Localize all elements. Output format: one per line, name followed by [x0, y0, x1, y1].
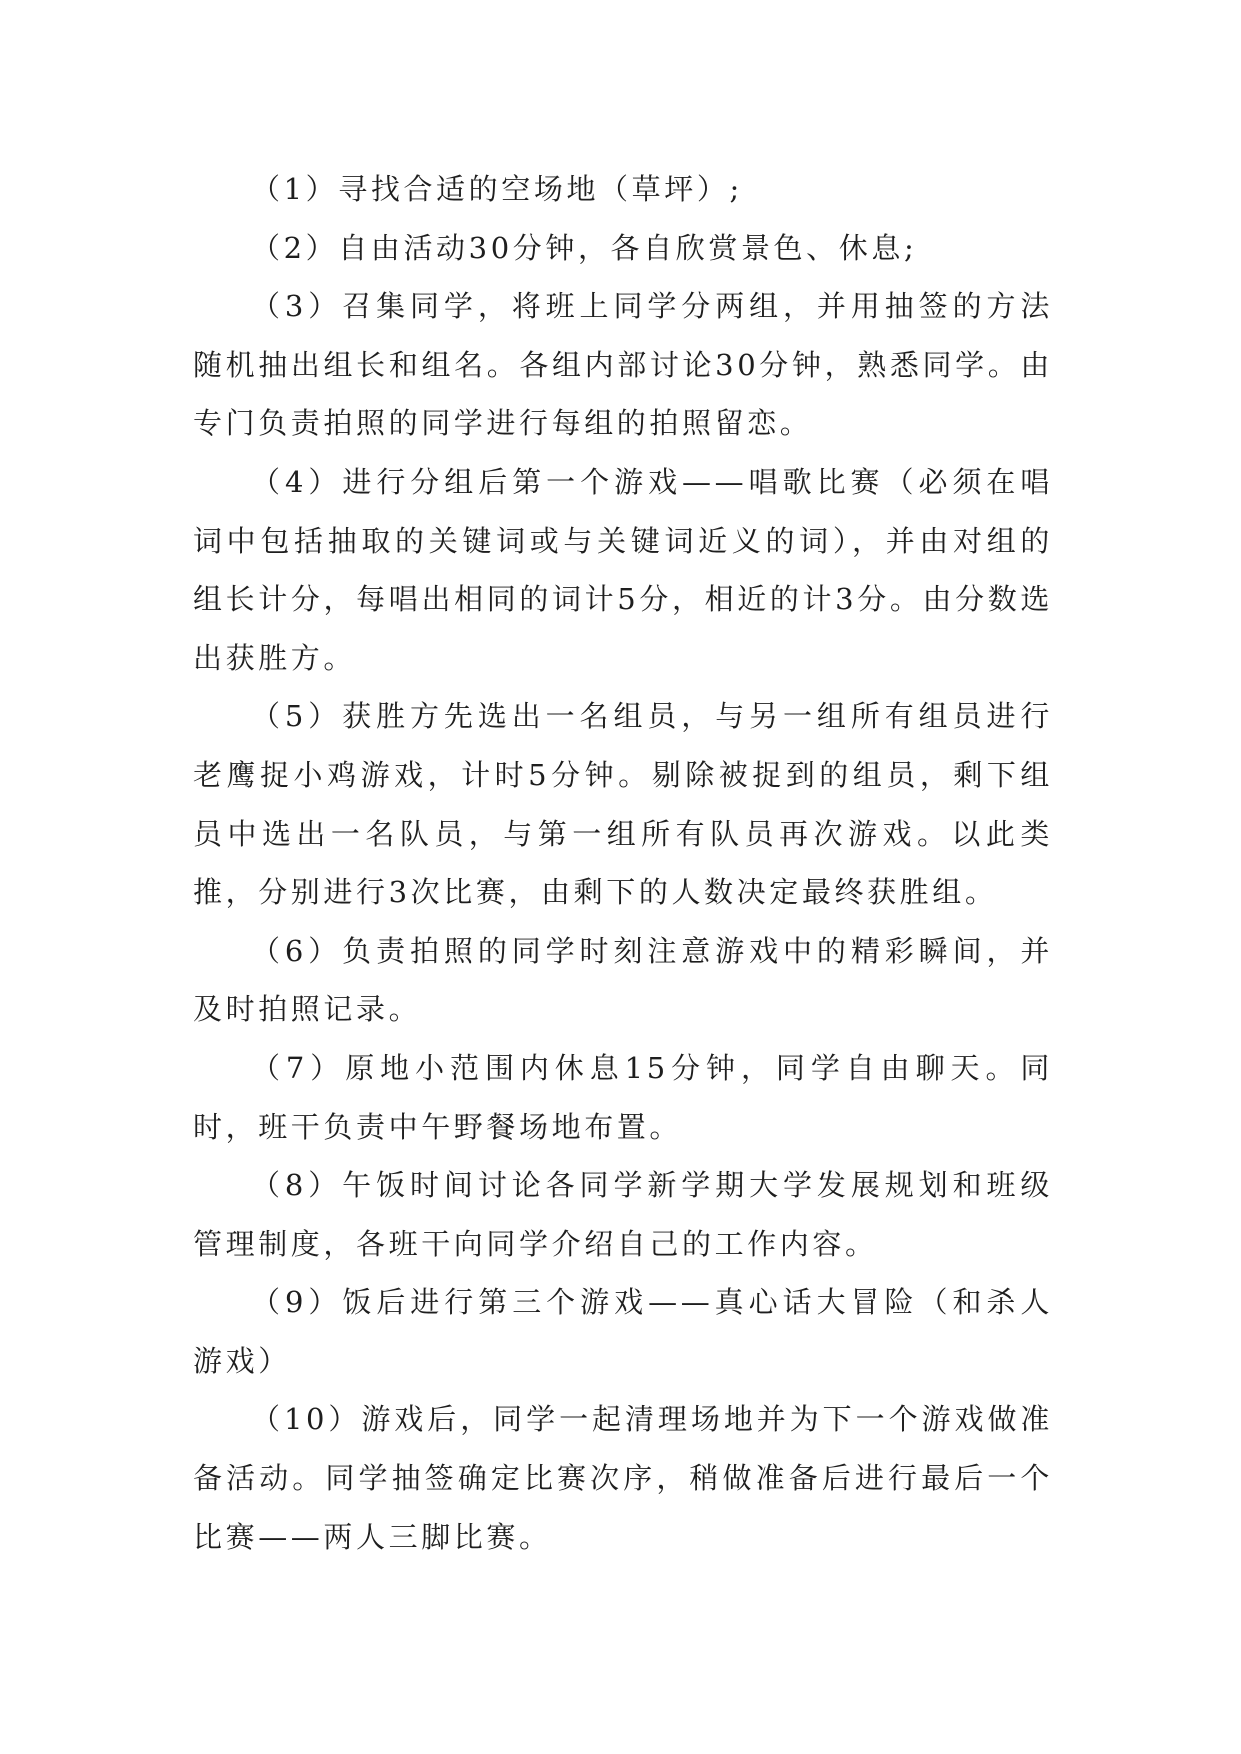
paragraph-step-3: （3）召集同学，将班上同学分两组，并用抽签的方法随机抽出组长和组名。各组内部讨论30分钟，熟悉同学。由专门负责拍照的同学进行每组的拍照留恋。 [193, 289, 1053, 441]
paragraph-step-10: （10）游戏后，同学一起清理场地并为下一个游戏做准备活动。同学抽签确定比赛次序，稍做准备后进行最后一个比赛——两人三脚比赛。 [193, 1402, 1053, 1554]
paragraph-step-5: （5）获胜方先选出一名组员，与另一组所有组员进行老鹰捉小鸡游戏，计时5分钟。剔除被捉到的组员，剩下组员中选出一名队员，与第一组所有队员再次游戏。以此类推，分别进行3次比赛，由剩下的人数决定最终获胜组。 [193, 699, 1053, 910]
paragraph-step-2: （2）自由活动30分钟，各自欣赏景色、休息; [251, 230, 918, 265]
paragraph-step-8: （8）午饭时间讨论各同学新学期大学发展规划和班级管理制度，各班干向同学介绍自己的工作内容。 [193, 1168, 1053, 1261]
paragraph-step-9: （9）饭后进行第三个游戏——真心话大冒险（和杀人游戏） [193, 1285, 1053, 1378]
paragraph-step-1: （1）寻找合适的空场地（草坪）; [251, 172, 743, 206]
paragraph-step-7: （7）原地小范围内休息15分钟，同学自由聊天。同时，班干负责中午野餐场地布置。 [193, 1050, 1053, 1144]
document-body [193, 160, 1053, 1566]
paragraph-step-4: （4）进行分组后第一个游戏——唱歌比赛（必须在唱词中包括抽取的关键词或与关键词近义的词），并由对组的组长计分，每唱出相同的词计5分，相近的计3分。由分数选出获胜方。 [193, 464, 1053, 675]
paragraph-step-6: （6）负责拍照的同学时刻注意游戏中的精彩瞬间，并及时拍照记录。 [193, 933, 1053, 1027]
